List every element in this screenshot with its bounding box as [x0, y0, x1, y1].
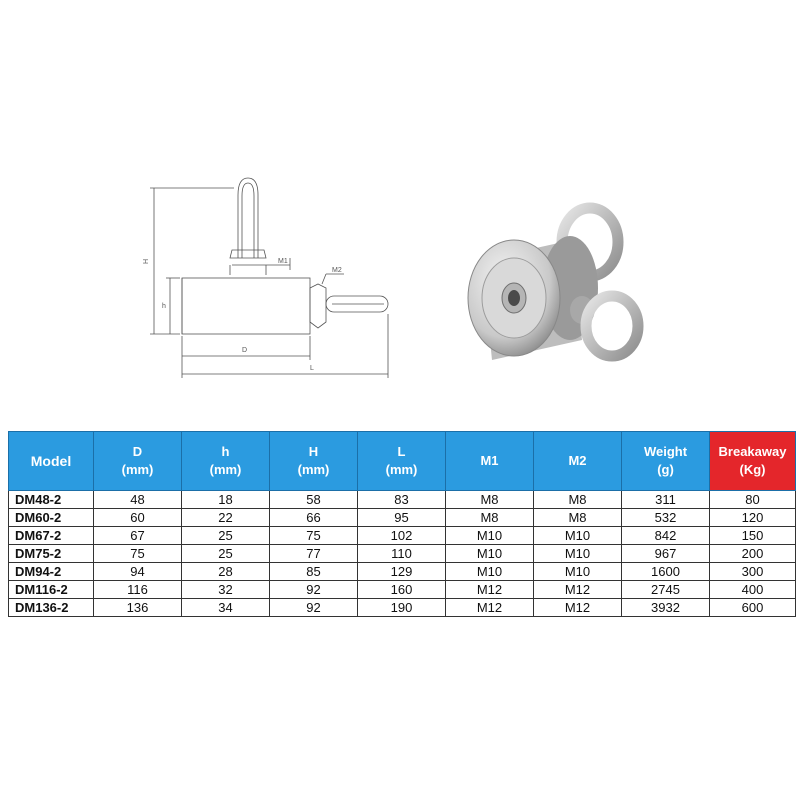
- header-d: D (mm): [94, 432, 182, 491]
- cell-model: DM60-2: [9, 509, 94, 527]
- cell-d: 94: [94, 563, 182, 581]
- cell-l: 160: [358, 581, 446, 599]
- cell-breakaway: 120: [710, 509, 796, 527]
- table-row: [9, 491, 796, 509]
- cell-d: 48: [94, 491, 182, 509]
- header-l: L (mm): [358, 432, 446, 491]
- table-header-row: [9, 432, 796, 491]
- cell-m2: M12: [534, 581, 622, 599]
- cell-breakaway: 200: [710, 545, 796, 563]
- dim-label-h: h: [162, 303, 166, 310]
- cell-h-large: 92: [270, 599, 358, 617]
- magnet-body: [182, 278, 310, 334]
- cell-l: 102: [358, 527, 446, 545]
- dim-label-H: H: [143, 258, 150, 264]
- table-row: [9, 563, 796, 581]
- cell-h-large: 85: [270, 563, 358, 581]
- cell-m2: M10: [534, 527, 622, 545]
- cell-h-small: 18: [182, 491, 270, 509]
- header-breakaway: Breakaway (Kg): [710, 432, 796, 491]
- cell-weight: 1600: [622, 563, 710, 581]
- cell-model: DM136-2: [9, 599, 94, 617]
- cell-h-large: 92: [270, 581, 358, 599]
- spec-table: [8, 431, 796, 617]
- cell-m1: M10: [446, 527, 534, 545]
- cell-m1: M10: [446, 545, 534, 563]
- table-row: [9, 599, 796, 617]
- cell-weight: 967: [622, 545, 710, 563]
- cell-l: 95: [358, 509, 446, 527]
- cell-model: DM116-2: [9, 581, 94, 599]
- header-m2: M2: [534, 432, 622, 491]
- cell-breakaway: 300: [710, 563, 796, 581]
- side-eye-ring: [586, 296, 638, 356]
- cell-l: 190: [358, 599, 446, 617]
- cell-m1: M10: [446, 563, 534, 581]
- cell-m1: M8: [446, 509, 534, 527]
- cell-d: 116: [94, 581, 182, 599]
- top-nut: [230, 250, 266, 258]
- side-nut: [310, 284, 326, 328]
- table-row: [9, 545, 796, 563]
- technical-drawing: [140, 170, 410, 385]
- cell-h-large: 75: [270, 527, 358, 545]
- cell-weight: 532: [622, 509, 710, 527]
- cell-m1: M8: [446, 491, 534, 509]
- magnet-with-eyebolts-illustration: [462, 200, 672, 375]
- cell-d: 67: [94, 527, 182, 545]
- dim-label-M1: M1: [278, 258, 288, 265]
- cell-model: DM75-2: [9, 545, 94, 563]
- cell-model: DM67-2: [9, 527, 94, 545]
- cell-m1: M12: [446, 599, 534, 617]
- cell-m2: M8: [534, 491, 622, 509]
- table-row: [9, 509, 796, 527]
- cell-weight: 311: [622, 491, 710, 509]
- header-weight: Weight (g): [622, 432, 710, 491]
- cell-model: DM94-2: [9, 563, 94, 581]
- cell-d: 75: [94, 545, 182, 563]
- cell-m2: M10: [534, 545, 622, 563]
- cell-breakaway: 80: [710, 491, 796, 509]
- cell-h-small: 25: [182, 545, 270, 563]
- dim-label-M2: M2: [332, 267, 342, 274]
- header-model: Model: [9, 432, 94, 491]
- cell-weight: 2745: [622, 581, 710, 599]
- cell-m1: M12: [446, 581, 534, 599]
- cell-d: 136: [94, 599, 182, 617]
- cell-m2: M10: [534, 563, 622, 581]
- cell-h-small: 34: [182, 599, 270, 617]
- cell-weight: 3932: [622, 599, 710, 617]
- table-row: [9, 581, 796, 599]
- cell-h-large: 77: [270, 545, 358, 563]
- cell-breakaway: 600: [710, 599, 796, 617]
- cell-l: 110: [358, 545, 446, 563]
- cell-weight: 842: [622, 527, 710, 545]
- dim-label-L: L: [310, 365, 314, 372]
- header-h-small: h (mm): [182, 432, 270, 491]
- cell-l: 83: [358, 491, 446, 509]
- cell-h-small: 32: [182, 581, 270, 599]
- cell-m2: M8: [534, 509, 622, 527]
- cell-h-small: 22: [182, 509, 270, 527]
- cell-d: 60: [94, 509, 182, 527]
- dim-label-D: D: [242, 347, 248, 354]
- cell-h-large: 58: [270, 491, 358, 509]
- cell-breakaway: 150: [710, 527, 796, 545]
- cell-h-small: 28: [182, 563, 270, 581]
- cell-h-small: 25: [182, 527, 270, 545]
- cell-m2: M12: [534, 599, 622, 617]
- cell-model: DM48-2: [9, 491, 94, 509]
- header-m1: M1: [446, 432, 534, 491]
- header-h-large: H (mm): [270, 432, 358, 491]
- table-row: [9, 527, 796, 545]
- cell-breakaway: 400: [710, 581, 796, 599]
- top-eyebolt-inner: [242, 183, 254, 258]
- cell-l: 129: [358, 563, 446, 581]
- top-eyebolt-loop: [238, 178, 258, 258]
- cell-h-large: 66: [270, 509, 358, 527]
